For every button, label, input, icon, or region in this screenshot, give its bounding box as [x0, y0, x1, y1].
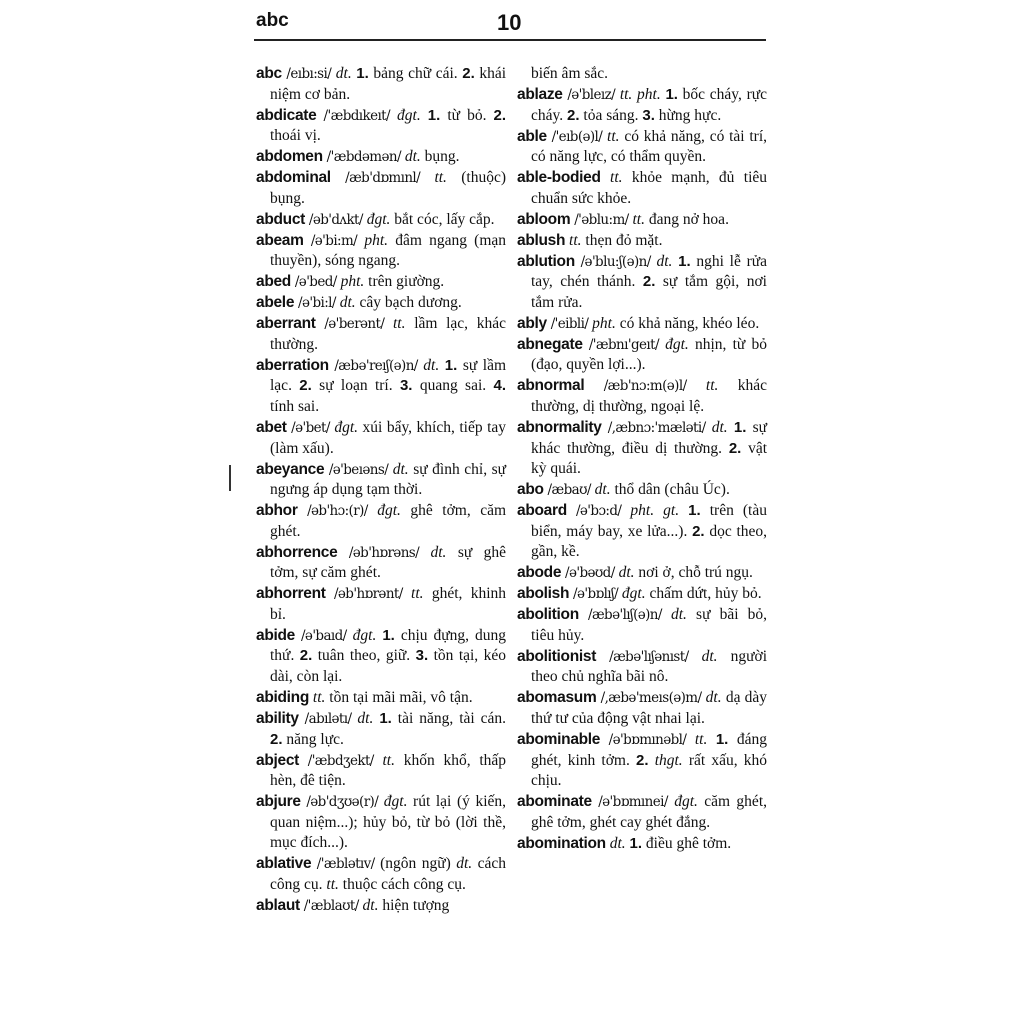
definition-text: thổ dân (châu Úc). [614, 481, 730, 499]
dictionary-entry [256, 501, 506, 542]
definition-text: sự bãi bỏ, tiêu hủy. [531, 606, 768, 644]
part-of-speech: tt. [619, 85, 633, 103]
pronunciation: /ə'beıəns/ [328, 461, 389, 478]
sense-number: 1. [688, 502, 701, 520]
sense-number: 2. [692, 522, 705, 540]
definition-text: thoái vị. [270, 127, 321, 145]
definition-text: dọc theo, gần, kề. [531, 522, 768, 561]
dictionary-entry [517, 688, 767, 729]
part-of-speech: dt. [711, 419, 728, 436]
sense-number: 1. [665, 85, 678, 103]
definition-text: khỏe mạnh, đủ tiêu chuẩn sức khỏe. [531, 169, 768, 207]
headword: ability [256, 710, 299, 728]
dictionary-entry [517, 85, 767, 126]
headword: abet [256, 419, 287, 436]
pronunciation: /æb'nɔ:m(ə)l/ [603, 378, 687, 395]
definition-text: nơi ở, chỗ trú ngụ. [638, 564, 753, 582]
definition-text: ghê tởm, căm ghét. [270, 502, 507, 540]
dictionary-entry [517, 335, 767, 376]
dictionary-entry [256, 272, 506, 293]
pronunciation: /,æbə'meıs(ə)m/ [600, 690, 702, 707]
pronunciation: /'æbdʒekt/ [307, 752, 374, 769]
right-column [517, 64, 767, 855]
part-of-speech: dt. [456, 855, 473, 873]
sense-number: 2. [299, 377, 312, 395]
definition-text: tồn tại, kéo dài, còn lại. [270, 647, 506, 686]
sense-number: 3. [642, 106, 655, 124]
part-of-speech: đgt. [377, 502, 401, 520]
part-of-speech: dt. [357, 710, 374, 728]
part-of-speech: tt. [411, 585, 424, 603]
pronunciation: /əb'hɒrənt/ [333, 586, 403, 603]
dictionary-entry [517, 64, 767, 85]
definition-text: tỏa sáng. [583, 106, 639, 124]
sense-number: 4. [493, 377, 506, 395]
dictionary-entry [256, 688, 506, 709]
headword: abnegate [517, 335, 583, 353]
pronunciation: /,æbnɔ:'mæləti/ [607, 420, 706, 436]
definition-text: đang nở hoa. [648, 210, 729, 228]
part-of-speech: dt. [594, 481, 611, 499]
dictionary-entry [256, 147, 506, 168]
definition-text: năng lực. [286, 730, 344, 748]
pronunciation: /ə'bi:m/ [310, 232, 358, 249]
dictionary-entry [517, 252, 767, 314]
definition-text: dạ dày thứ tư của động vật nhai lại. [531, 689, 768, 728]
definition-text: tuân theo, giữ. [317, 647, 411, 665]
headword: abhorrent [256, 585, 326, 603]
headword: abide [256, 626, 295, 644]
dictionary-entry [517, 834, 767, 855]
sense-number: 1. [379, 710, 392, 728]
pronunciation: /ə'blu:ʃ(ə)n/ [580, 253, 651, 270]
definition-text: (ngôn ngữ) [380, 855, 451, 873]
part-of-speech: dt. [339, 294, 356, 312]
definition-text: chấm dứt, hủy bỏ. [649, 585, 762, 603]
headword: abomination [517, 834, 606, 852]
headword: abduct [256, 210, 306, 228]
sense-number: 1. [427, 106, 441, 124]
part-of-speech: tt. [569, 231, 582, 249]
definition-text: đáng ghét, kinh tởm. [531, 731, 768, 769]
pronunciation: /ə'bɒmınəbl/ [608, 732, 687, 749]
dictionary-entry [256, 626, 506, 688]
dictionary-entry [517, 730, 767, 792]
definition-text: trên giường. [368, 273, 445, 291]
dictionary-entry [256, 543, 506, 584]
sense-number: 2. [728, 439, 742, 457]
pronunciation: /'æblətıv/ [316, 856, 375, 873]
sense-number: 1. [715, 731, 729, 749]
definition-text: nhịn, từ bỏ (đạo, quyền lợi...). [531, 335, 768, 374]
dictionary-entry [517, 792, 767, 833]
header-rule [254, 39, 766, 41]
headword: abolition [517, 606, 579, 624]
pronunciation: /'eıb(ə)l/ [551, 128, 603, 145]
definition-text: tài năng, tài cán. [397, 710, 507, 728]
sense-number: 2. [567, 106, 580, 124]
headword: abeyance [256, 460, 325, 478]
headword: abnormality [517, 419, 602, 436]
sense-number: 2. [642, 273, 656, 291]
part-of-speech: dt. [404, 148, 421, 166]
pronunciation: /æb'dɒmınl/ [345, 170, 421, 187]
pronunciation: /eıbı:si/ [286, 66, 332, 82]
pronunciation: /ə'baıd/ [300, 627, 347, 644]
definition-text: hừng hực. [658, 106, 722, 124]
part-of-speech: dt. [430, 543, 447, 561]
headword: abhor [256, 502, 298, 520]
definition-text: có khả năng, khéo léo. [619, 314, 760, 332]
headword: abnormal [517, 377, 585, 395]
part-of-speech: thgt. [654, 751, 683, 769]
part-of-speech: pht. [630, 502, 655, 520]
dictionary-entry [256, 709, 506, 750]
dictionary-entry [517, 501, 767, 563]
definition-text: đâm ngang (mạn thuyền), sóng ngang. [270, 231, 507, 270]
part-of-speech: dt. [335, 65, 352, 82]
pronunciation: /ə'bɒmınei/ [598, 794, 668, 811]
part-of-speech: đgt. [665, 335, 689, 353]
sense-number: 1. [733, 419, 747, 436]
scan-mark [229, 465, 231, 491]
pronunciation: /ə'bi:l/ [298, 295, 336, 312]
pronunciation: /əb'hɒrəns/ [348, 544, 420, 561]
part-of-speech: dt. [423, 356, 440, 374]
dictionary-entry [256, 106, 506, 147]
pronunciation: /'æblaʊt/ [303, 897, 359, 914]
dictionary-entry [256, 751, 506, 792]
sense-number: 3. [415, 647, 429, 665]
part-of-speech: tt. [694, 731, 708, 749]
pronunciation: /æbə'lıʃənıst/ [609, 648, 689, 665]
part-of-speech: đgt. [674, 793, 698, 811]
sense-number: 1. [629, 834, 643, 852]
definition-text: biến âm sắc. [531, 65, 609, 82]
headword: able-bodied [517, 169, 601, 187]
dictionary-entry [256, 168, 506, 209]
headword: abo [517, 481, 544, 499]
definition-text: bắt cóc, lấy cắp. [394, 210, 495, 228]
part-of-speech: tt. [610, 169, 623, 187]
dictionary-entry [517, 168, 767, 209]
sense-number: 1. [444, 356, 458, 374]
definition-text: cách công cụ. [270, 855, 507, 893]
pronunciation: /əb'hɔ:(r)/ [307, 503, 368, 520]
pronunciation: /əb'dʌkt/ [308, 211, 363, 228]
headword: abloom [517, 210, 571, 228]
definition-text: căm ghét, ghê tởm, ghét cay ghét đắng. [531, 793, 767, 831]
part-of-speech: tt. [434, 169, 447, 187]
definition-text: tính sai. [270, 398, 320, 416]
part-of-speech: dt. [705, 689, 722, 707]
part-of-speech: tt. [607, 127, 620, 145]
definition-text: lầm lạc, khác thường. [270, 315, 506, 353]
headword: aboard [517, 502, 567, 520]
part-of-speech: tt. [393, 315, 406, 333]
definition-text: hiện tượng [382, 896, 450, 914]
sense-number: 2. [270, 730, 283, 748]
dictionary-entry [256, 356, 506, 418]
part-of-speech: đgt. [621, 585, 646, 603]
headword: abiding [256, 689, 310, 707]
pronunciation: /ə'bet/ [291, 420, 330, 436]
definition-text: khái niệm cơ bản. [270, 65, 507, 103]
headword: abdominal [256, 169, 331, 187]
part-of-speech: dt. [609, 834, 626, 852]
dictionary-entry [517, 480, 767, 501]
part-of-speech: đgt. [383, 793, 408, 811]
dictionary-entry [256, 584, 506, 625]
definition-text: sự ghê tởm, sự căm ghét. [270, 543, 507, 582]
sense-number: 1. [678, 252, 691, 270]
pronunciation: /ə'bɒlıʃ/ [573, 586, 619, 603]
headword: abject [256, 751, 299, 769]
dictionary-entry [256, 293, 506, 314]
part-of-speech: dt. [656, 252, 673, 270]
headword: abode [517, 564, 562, 582]
definition-text: thẹn đỏ mặt. [585, 231, 663, 249]
definition-text: chịu đựng, dung thứ. [270, 626, 507, 665]
part-of-speech: dt. [670, 606, 687, 624]
headword: aberration [256, 356, 329, 374]
definition-text: khác thường, dị thường, ngoại lệ. [531, 377, 768, 416]
definition-text: cây bạch dương. [359, 294, 462, 312]
part-of-speech: pht. [364, 231, 389, 249]
headword: ably [517, 314, 547, 332]
part-of-speech: tt. [312, 689, 326, 707]
definition-text: quang sai. [419, 377, 487, 395]
definition-text: sự tắm gội, nơi tắm rửa. [531, 273, 767, 311]
pronunciation: /'æbdəmən/ [326, 149, 401, 166]
headword: abominable [517, 731, 601, 749]
definition-text: trên (tàu biển, máy bay, xe lửa...). [531, 502, 767, 540]
sense-number: 2. [462, 65, 475, 82]
part-of-speech: dt. [392, 460, 409, 478]
definition-text: từ bỏ. [447, 106, 487, 124]
headword: abele [256, 294, 295, 312]
dictionary-entry [517, 210, 767, 231]
pronunciation: /'æbnı'geıt/ [588, 336, 659, 353]
part-of-speech: pht. [637, 85, 661, 103]
pronunciation: /'eibli/ [550, 315, 589, 332]
part-of-speech: pht. [592, 314, 616, 332]
headword: abc [256, 65, 282, 82]
pronunciation: /ə'bleız/ [567, 86, 616, 103]
part-of-speech: dt. [701, 647, 718, 665]
part-of-speech: đgt. [352, 626, 377, 644]
pronunciation: /abılətı/ [304, 711, 352, 728]
definition-text: khốn khổ, thấp hèn, đê tiện. [270, 751, 507, 790]
part-of-speech: đgt. [334, 419, 359, 436]
definition-text: bốc cháy, rực cháy. [531, 85, 768, 124]
headword: abolish [517, 585, 570, 603]
part-of-speech: đgt. [366, 210, 391, 228]
headword: able [517, 127, 547, 145]
headword: ablaze [517, 85, 563, 103]
definition-text: có khả năng, có tài trí, có năng lực, có thẩm quyền. [531, 127, 768, 166]
sense-number: 3. [399, 377, 413, 395]
dictionary-entry [517, 127, 767, 168]
headword: ablush [517, 231, 566, 249]
definition-text: vật kỳ quái. [531, 439, 768, 478]
headword: abdomen [256, 148, 323, 166]
definition-text: thuộc cách công cụ. [342, 875, 466, 893]
sense-number: 1. [356, 65, 369, 82]
definition-text: ghét, khinh bỉ. [270, 585, 507, 623]
headword: ablaut [256, 896, 300, 914]
definition-text: sự khác thường, điều dị thường. [531, 419, 768, 457]
part-of-speech: pht. [340, 273, 365, 291]
definition-text: sự lầm lạc. [270, 356, 507, 395]
dictionary-entry [256, 418, 506, 459]
left-column [256, 64, 506, 917]
part-of-speech: tt. [382, 751, 395, 769]
sense-number: 2. [636, 751, 649, 769]
dictionary-entry [256, 896, 506, 917]
dictionary-entry [256, 854, 506, 895]
dictionary-entry [517, 647, 767, 688]
definition-text: rút lại (ý kiến, quan niệm...); hủy bỏ, từ bỏ (lời thề, mục đích...). [270, 793, 507, 852]
part-of-speech: dt. [362, 896, 379, 914]
part-of-speech: tt. [632, 210, 645, 228]
definition-text: bảng chữ cái. [373, 65, 458, 82]
dictionary-entry [256, 460, 506, 501]
pronunciation: /ə'bəʊd/ [565, 565, 615, 582]
pronunciation: /əb'dʒʊə(r)/ [306, 794, 379, 811]
headword: abeam [256, 231, 304, 249]
definition-text: điều ghê tởm. [645, 834, 732, 852]
definition-text: người theo chủ nghĩa bãi nô. [531, 647, 768, 686]
headword: ablative [256, 855, 312, 873]
headword: abdicate [256, 106, 317, 124]
definition-text: rất xấu, khó chịu. [531, 751, 767, 790]
pronunciation: /ə'bed/ [294, 274, 337, 291]
dictionary-entry [256, 231, 506, 272]
sense-number: 2. [299, 647, 313, 665]
dictionary-entry [517, 605, 767, 646]
pronunciation: /'əblu:m/ [574, 211, 629, 228]
definition-text: bụng. [424, 148, 460, 166]
headword: abominate [517, 793, 592, 811]
pronunciation: /æbaʊ/ [547, 482, 591, 499]
part-of-speech: tt. [705, 377, 719, 395]
pronunciation: /ə'bɔ:d/ [575, 503, 622, 520]
definition-text: tồn tại mãi mãi, vô tận. [329, 689, 473, 707]
dictionary-entry [517, 314, 767, 335]
headword: abjure [256, 793, 301, 811]
headword: aberrant [256, 315, 316, 333]
dictionary-entry [517, 376, 767, 417]
sense-number: 1. [382, 626, 395, 644]
definition-text: nghi lễ rửa tay, chén thánh. [531, 252, 768, 291]
dictionary-entry [256, 210, 506, 231]
dictionary-entry [517, 231, 767, 252]
pronunciation: /'æbdıkeıt/ [323, 107, 390, 124]
dictionary-entry [256, 792, 506, 854]
dictionary-entry [256, 64, 506, 105]
definition-text: sự loạn trí. [319, 377, 393, 395]
definition-text: sự đình chỉ, sự ngưng áp dụng tạm thời. [270, 460, 507, 499]
headword: abolitionist [517, 647, 597, 665]
page-number: 10 [497, 10, 522, 35]
pronunciation: /æbə'reıʃ(ə)n/ [334, 357, 418, 374]
definition-text: xúi bẩy, khích, tiếp tay (làm xấu). [270, 419, 507, 457]
guide-word: abc [256, 10, 289, 31]
pronunciation: /ə'berənt/ [324, 316, 385, 333]
dictionary-entry [517, 563, 767, 584]
definition-text: (thuộc) bụng. [270, 169, 507, 207]
sense-number: 2. [493, 106, 507, 124]
part-of-speech: tt. [326, 875, 339, 893]
headword: abhorrence [256, 543, 338, 561]
part-of-speech: đgt. [397, 106, 421, 124]
dictionary-entry [517, 418, 767, 480]
headword: abed [256, 273, 291, 291]
headword: ablution [517, 252, 575, 270]
dictionary-entry [517, 584, 767, 605]
dictionary-entry [256, 314, 506, 355]
pronunciation: /æbə'lıʃ(ə)n/ [588, 607, 662, 624]
part-of-speech: dt. [618, 564, 635, 582]
headword: abomasum [517, 689, 597, 707]
part-of-speech: gt. [663, 502, 680, 520]
